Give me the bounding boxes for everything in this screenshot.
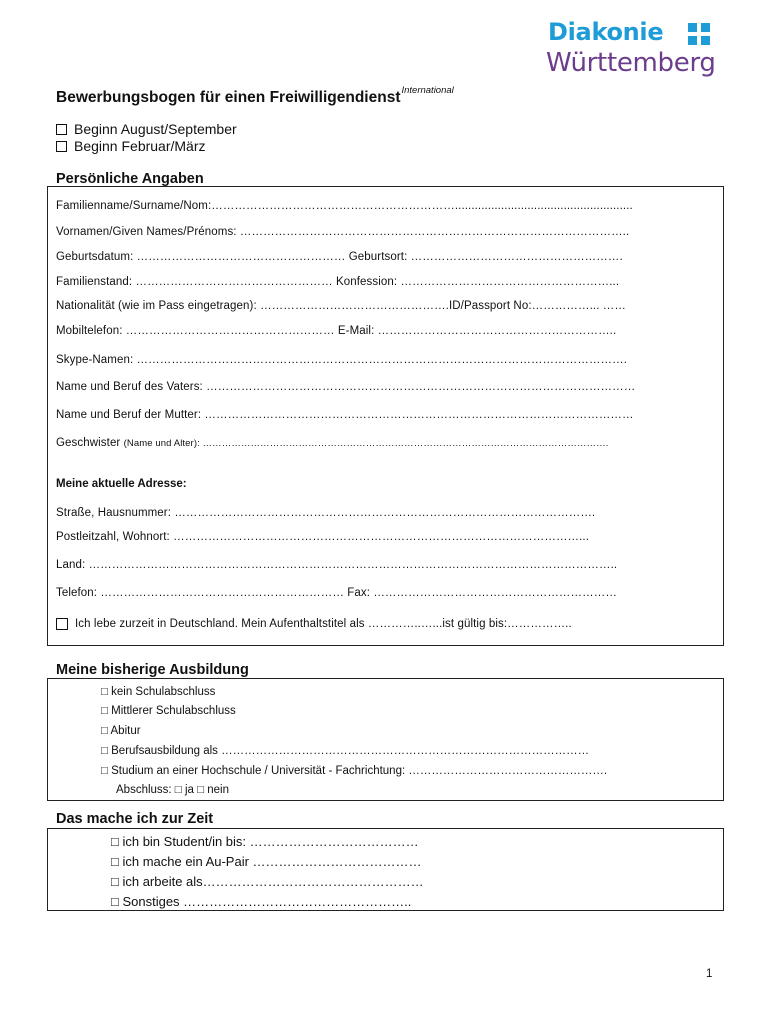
- field-phone-fax[interactable]: Telefon: ……………………………………………………… Fax: ………………………………………………………: [56, 587, 617, 599]
- option-other[interactable]: □ Sonstiges ……………………………………………..: [111, 894, 412, 909]
- residence-permit-row[interactable]: Ich lebe zurzeit in Deutschland. Mein Aufenthaltstitel als …………..…...ist gültig bis:……………..: [56, 618, 572, 630]
- option-secondary-degree[interactable]: □ Mittlerer Schulabschluss: [101, 705, 236, 717]
- field-street[interactable]: Straße, Hausnummer: ……………………………………………………………………………………………….: [56, 507, 596, 519]
- section-heading-education: Meine bisherige Ausbildung: [56, 662, 249, 678]
- field-postcode-city[interactable]: Postleitzahl, Wohnort: ……………………………………………………………………………………………...: [56, 531, 590, 543]
- option-no-school-degree[interactable]: □ kein Schulabschluss: [101, 686, 216, 698]
- form-title: Bewerbungsbogen für einen Freiwilligendienst$^{International}$: [56, 85, 454, 106]
- checkbox[interactable]: [56, 124, 67, 135]
- field-nationality-passport[interactable]: Nationalität (wie im Pass eingetragen): ………………………………………….ID/Passport No:……………... ……: [56, 300, 627, 312]
- logo-cross-icon: [688, 23, 710, 45]
- option-vocational-training[interactable]: □ Berufsausbildung als ……………………………………………………………………………………: [101, 745, 590, 757]
- field-skype[interactable]: Skype-Namen: ……………………………………………………………………………………………………………….: [56, 354, 628, 366]
- start-option-feb-mar[interactable]: Beginn Februar/März: [56, 138, 206, 154]
- field-surname[interactable]: Familienname/Surname/Nom:………………………………………………………......................................................: [56, 200, 633, 212]
- field-mobile-email[interactable]: Mobiltelefon: ……………………………………………… E-Mail: ……………………………………………………..: [56, 325, 617, 337]
- logo-diakonie-text: Diakonie: [548, 18, 664, 46]
- field-country[interactable]: Land: ………………………………………………………………………………………………………………………..: [56, 559, 618, 571]
- field-mother[interactable]: Name und Beruf der Mutter: …………………………………………………………………………………………………: [56, 409, 634, 421]
- degree-yes-no[interactable]: Abschluss: □ ja □ nein: [116, 784, 229, 796]
- field-marital-status-confession[interactable]: Familienstand: …………………………………………… Konfession: ………………………………………………...: [56, 276, 620, 288]
- field-given-names[interactable]: Vornamen/Given Names/Prénoms: ………………………………………………………………………………………..: [56, 226, 630, 238]
- option-working[interactable]: □ ich arbeite als……………………………………………: [111, 874, 424, 889]
- page-number: 1: [706, 968, 713, 980]
- checkbox[interactable]: [56, 618, 68, 630]
- start-option-aug-sep[interactable]: Beginn August/September: [56, 121, 237, 137]
- field-birth-date-place[interactable]: Geburtsdatum: ……………………………………………… Geburtsort: ……………………………………………….: [56, 251, 623, 263]
- option-au-pair[interactable]: □ ich mache ein Au-Pair …………………………………: [111, 854, 422, 869]
- section-heading-personal: Persönliche Angaben: [56, 171, 204, 187]
- option-student[interactable]: □ ich bin Student/in bis: …………………………………: [111, 834, 419, 849]
- checkbox[interactable]: [56, 141, 67, 152]
- field-siblings[interactable]: Geschwister (Name und Alter): ……………………………………………………………………………………………………………….: [56, 437, 609, 449]
- section-heading-current: Das mache ich zur Zeit: [56, 811, 214, 827]
- address-heading: Meine aktuelle Adresse:: [56, 478, 187, 490]
- option-university-study[interactable]: □ Studium an einer Hochschule / Universität - Fachrichtung: …………………………………………….: [101, 765, 608, 777]
- logo-wuerttemberg-text: Württemberg: [546, 48, 716, 78]
- field-father[interactable]: Name und Beruf des Vaters: …………………………………………………………………………………………………: [56, 381, 636, 393]
- title-superscript: International: [401, 85, 454, 96]
- option-abitur[interactable]: □ Abitur: [101, 725, 141, 737]
